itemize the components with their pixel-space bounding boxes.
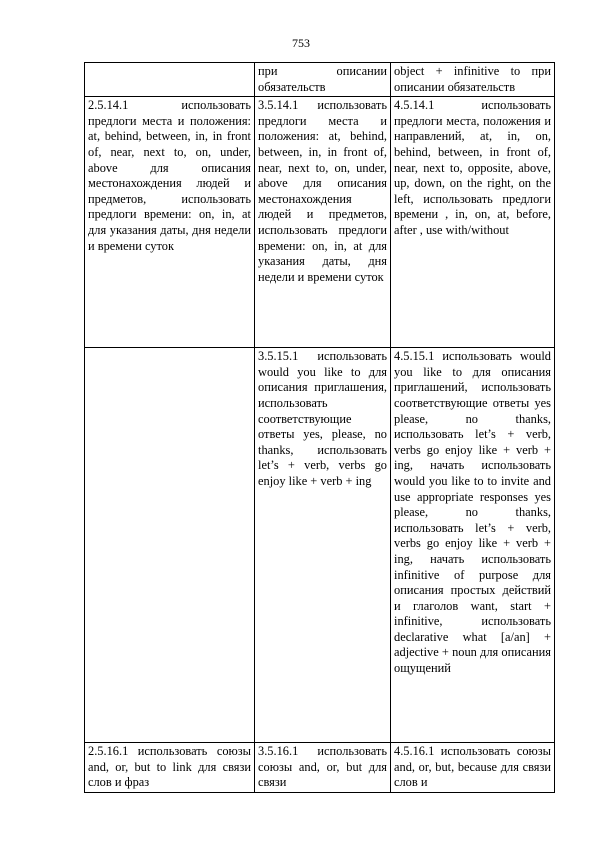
table-cell	[85, 97, 255, 348]
table-cell	[391, 348, 555, 743]
curriculum-table	[84, 62, 555, 793]
table-cell	[391, 743, 555, 793]
table-cell	[85, 743, 255, 793]
table-cell	[255, 743, 391, 793]
cell-text: 4.5.15.1 использовать would you like to для описания приглашений, использовать соответствующие ответы yes please, no thanks, использовать let’s + verb, verbs go enjoy like + verb + ing, начать использовать would you like to to invite and use appropriate responses yes please, no thanks, использовать let’s + verb, verbs go enjoy like + verb + ing, начать использовать infinitive of purpose для описания простых действий и глаголов want, start + infinitive, использовать declarative what [a/an] + adjective + noun для описания ощущений	[394, 349, 551, 676]
table-cell	[255, 97, 391, 348]
cell-text: при описании обязательств	[258, 64, 387, 94]
table-cell	[85, 348, 255, 743]
page-number: 753	[292, 36, 310, 50]
cell-text: 3.5.16.1 использовать союзы and, or, but для связи	[258, 744, 387, 790]
table-cell	[85, 63, 255, 97]
table-cell	[391, 97, 555, 348]
cell-text: 4.5.14.1 использовать предлоги места, положения и направлений, at, in, on, behind, between, in front of, near, next to, opposite, above, up, down, on the right, on the left, использовать предлоги времени , in, on, at, before, after , use with/without	[394, 98, 551, 237]
cell-text: object + infinitive to при описании обязательств	[394, 64, 551, 94]
cell-text: 2.5.14.1 использовать предлоги места и положения: at, behind, between, in, in front of, near, next to, on, under, above для описания местонахождения людей и предметов, использовать предлоги времени: on, in, at для указания даты, дня недели и времени суток	[88, 98, 251, 253]
table-cell	[255, 348, 391, 743]
table-row	[85, 97, 555, 348]
table-cell	[255, 63, 391, 97]
cell-text: 4.5.16.1 использовать союзы and, or, but, because для связи слов и	[394, 744, 551, 790]
table-row	[85, 348, 555, 743]
cell-text: 2.5.16.1 использовать союзы and, or, but to link для связи слов и фраз	[88, 744, 251, 790]
table-row	[85, 63, 555, 97]
cell-text: 3.5.15.1 использовать would you like to для описания приглашения, использовать соответствующие ответы yes, please, no thanks, использовать let’s + verb, verbs go enjoy like + verb + ing	[258, 349, 387, 488]
table-cell	[391, 63, 555, 97]
cell-text: 3.5.14.1 использовать предлоги места и положения: at, behind, between, in, in front of, near, next to, on, under, above для описания местонахождения людей и предметов, использовать предлоги времени: on, in, at для указания даты, дня недели и времени суток	[258, 98, 387, 284]
table-row	[85, 743, 555, 793]
